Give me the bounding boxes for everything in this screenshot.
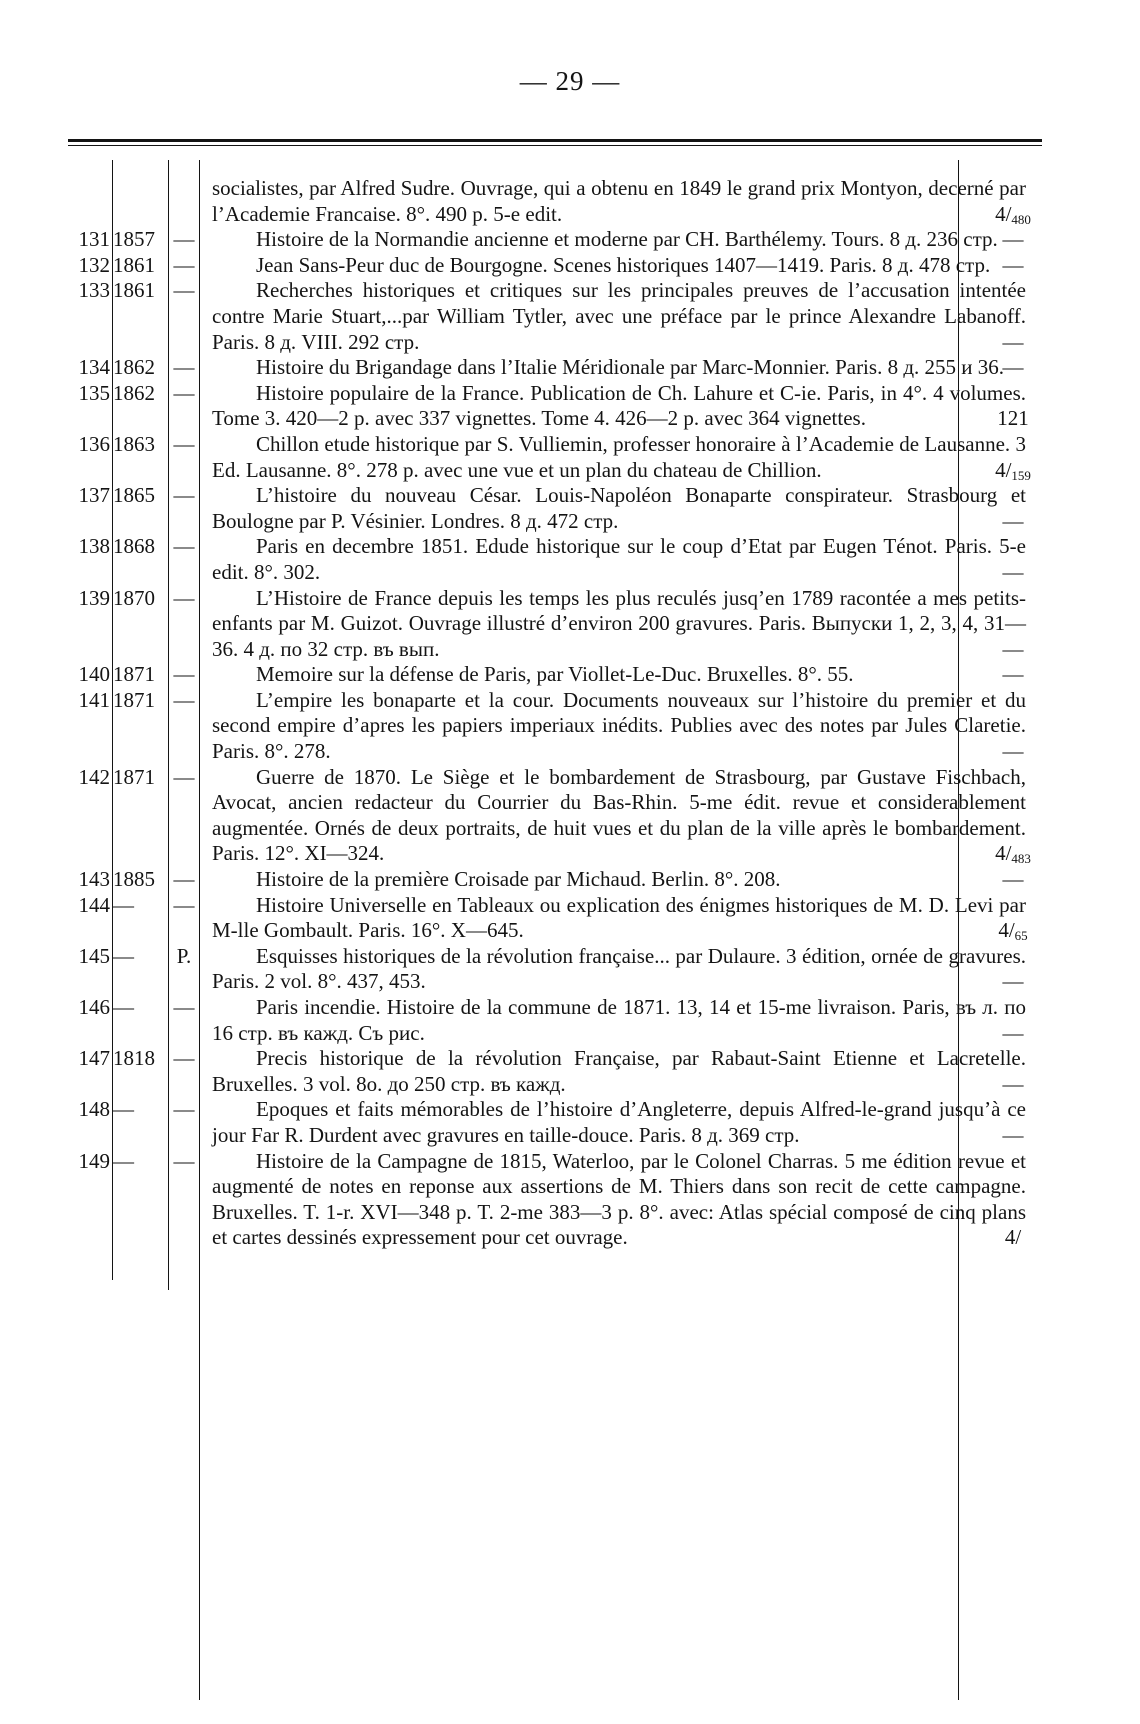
entry-year: 1865	[113, 483, 155, 508]
price-main: 4/	[995, 841, 1012, 866]
entry-year: 1862	[113, 355, 155, 380]
catalog-entry	[68, 1097, 1048, 1148]
catalog-entry	[68, 995, 1048, 1046]
catalog-entry	[68, 765, 1048, 867]
entry-description: Jean Sans-Peur duc de Bourgogne. Scenes historiques 1407—1419. Paris. 8 д. 478 стр.	[256, 252, 991, 277]
catalog-entry	[68, 867, 1048, 893]
price-main: 4/	[995, 457, 1012, 482]
entry-description: Paris incendie. Histoire de la commune de 1871. 13, 14 et 15-me livraison. Paris, въ л. по 16 стр. въ кажд. Съ рис.	[212, 995, 1026, 1045]
catalog-table	[68, 176, 1048, 1251]
entry-year: 1862	[113, 380, 155, 405]
price-main: 4/	[998, 918, 1015, 943]
entry-mark: P.	[176, 943, 192, 968]
catalog-entry	[68, 227, 1048, 253]
entry-number: 144	[78, 892, 110, 917]
entry-description: Histoire de la Campagne de 1815, Waterloo, par le Colonel Charras. 5 me édition revue et augmenté de notes en reponse aux assertions de M. Thiers dans son recit de cette campagne. Bruxelles. T. 1-r. XVI—348 p. T. 2-me 383—3 p. 8°. avec: Atlas spécial composé de cinq plans et cartes dessinés expressement pour cet ouvrage.	[212, 1148, 1026, 1250]
entry-year: 1861	[113, 252, 155, 277]
price-main: —	[1002, 252, 1024, 277]
catalog-entry	[68, 534, 1048, 585]
entry-year: —	[113, 1097, 134, 1122]
entry-number: 141	[78, 687, 110, 712]
price-main: —	[1002, 1071, 1024, 1096]
entry-mark: —	[173, 355, 195, 380]
header-rule-thin	[68, 145, 1042, 146]
entry-number: 139	[78, 585, 110, 610]
entry-number: 133	[78, 278, 110, 303]
entry-year: 1818	[113, 1046, 155, 1071]
entry-mark: —	[173, 278, 195, 303]
entry-number: 137	[78, 483, 110, 508]
price-main: 121	[997, 406, 1029, 431]
entry-year: 1870	[113, 585, 155, 610]
entry-description: L’empire les bonaparte et la cour. Documents nouveaux sur l’histoire du premier et du second empire d’apres les papiers imperiaux inédits. Publies avec des notes par Jules Claretie. Paris. 8°. 278.	[212, 687, 1026, 764]
price-subscript: 159	[1011, 467, 1031, 483]
entry-description: Histoire de la première Croisade par Michaud. Berlin. 8°. 208.	[256, 867, 781, 892]
entry-year: 1863	[113, 431, 155, 456]
entry-year: 1868	[113, 534, 155, 559]
price-main: —	[1002, 1020, 1024, 1045]
catalog-entry	[68, 483, 1048, 534]
catalog-entry	[68, 1149, 1048, 1251]
entry-description: Esquisses historiques de la révolution française... par Dulaure. 3 édition, ornée de gravures. Paris. 2 vol. 8°. 437, 453.	[212, 943, 1026, 994]
price-main: —	[1002, 636, 1024, 661]
page-number: — 29 —	[519, 66, 621, 96]
entry-year: 1857	[113, 227, 155, 252]
entry-mark: —	[173, 662, 195, 687]
entry-mark: —	[173, 1148, 195, 1173]
entry-mark: —	[173, 764, 195, 789]
catalog-entry	[68, 432, 1048, 483]
entry-year: 1861	[113, 278, 155, 303]
entry-description: Precis historique de la révolution Française, par Rabaut-Saint Etienne et Lacretelle. Bruxelles. 3 vol. 8o. до 250 стр. въ кажд.	[212, 1046, 1026, 1096]
price-subscript: 483	[1011, 851, 1031, 867]
entry-mark: —	[173, 431, 195, 456]
catalog-entry	[68, 176, 1048, 227]
entry-description: L’histoire du nouveau César. Louis-Napoléon Bonaparte conspirateur. Strasbourg et Boulogne par P. Vésinier. Londres. 8 д. 472 стр.	[212, 483, 1026, 533]
entry-mark: —	[173, 867, 195, 892]
entry-mark: —	[173, 585, 195, 610]
entry-number: 142	[78, 764, 110, 789]
entry-mark: —	[173, 483, 195, 508]
entry-year: —	[113, 943, 134, 968]
price-subscript: 65	[1014, 928, 1028, 944]
entry-number: 134	[78, 355, 110, 380]
price-main: —	[1002, 227, 1024, 252]
price-main: —	[1002, 739, 1024, 764]
entry-number: 149	[78, 1148, 110, 1173]
entry-mark: —	[173, 380, 195, 405]
entry-number: 146	[78, 995, 110, 1019]
entry-year: —	[113, 892, 134, 917]
entry-number: 145	[78, 943, 110, 968]
price-main: —	[1002, 1122, 1024, 1147]
entry-description: Paris en decembre 1851. Edude historique sur le coup d’Etat par Eugen Ténot. Paris. 5-e edit. 8°. 302.	[212, 534, 1026, 584]
entry-description: Guerre de 1870. Le Siège et le bombardement de Strasbourg, par Gustave Fischbach, Avocat, ancien redacteur du Courrier du Bas-Rhin. 5-me édit. revue et considerablement augmentée. Ornés de deux portraits, de huit vues et du plan de la ville après le bombardement. Paris. 12°. XI—324.	[212, 764, 1026, 866]
entry-mark: —	[173, 252, 195, 277]
entry-description: Histoire de la Normandie ancienne et moderne par CH. Barthélemy. Tours. 8 д. 236 стр.	[256, 227, 998, 252]
entry-number: 131	[78, 227, 110, 252]
entry-price	[978, 1225, 1048, 1256]
catalog-entry	[68, 1046, 1048, 1097]
catalog-entry	[68, 893, 1048, 944]
price-main: —	[1002, 559, 1024, 584]
price-main: 4/	[1004, 1225, 1022, 1250]
catalog-entry	[68, 586, 1048, 663]
entry-description: Histoire populaire de la France. Publication de Ch. Lahure et C-ie. Paris, in 4°. 4 volumes. Tome 3. 420—2 p. avec 337 vignettes. Tome 4. 426—2 p. avec 364 vignettes.	[212, 380, 1026, 431]
entry-number: 132	[78, 252, 110, 277]
price-main: 4/	[995, 201, 1012, 226]
catalog-entry	[68, 688, 1048, 765]
entry-description: Recherches historiques et critiques sur les principales preuves de l’accusation intentée contre Marie Stuart,...par William Tytler, avec une préface par le prince Alexandre Labanoff. Paris. 8 д. VIII. 292 стр.	[212, 278, 1026, 354]
entry-number: 143	[78, 867, 110, 892]
catalog-entry	[68, 253, 1048, 279]
price-main: —	[1002, 329, 1024, 354]
entry-description: Histoire du Brigandage dans l’Italie Méridionale par Marc-Monnier. Paris. 8 д. 255 и 36.	[256, 355, 1004, 380]
entry-year: —	[113, 995, 134, 1019]
entry-description: socialistes, par Alfred Sudre. Ouvrage, qui a obtenu en 1849 le grand prix Montyon, decerné par l’Academie Francaise. 8°. 490 p. 5-e edit.	[212, 176, 1026, 226]
entry-year: 1885	[113, 867, 155, 892]
price-main: —	[1002, 662, 1024, 687]
entry-number: 147	[78, 1046, 110, 1071]
entry-year: 1871	[113, 764, 155, 789]
entry-year: 1871	[113, 687, 155, 712]
price-main: —	[1002, 867, 1024, 892]
catalog-entry	[68, 944, 1048, 995]
catalog-entry	[68, 355, 1048, 381]
entry-description: Chillon etude historique par S. Vulliemin, professer honoraire à l’Academie de Lausanne. 3 Ed. Lausanne. 8°. 278 p. avec une vue et un plan du chateau de Chillion.	[212, 431, 1026, 482]
entry-year: 1871	[113, 662, 155, 687]
entry-number: 140	[78, 662, 110, 687]
header-rule-thick	[68, 139, 1042, 142]
catalog-entry	[68, 381, 1048, 432]
entry-mark: —	[173, 534, 195, 559]
entry-mark: —	[173, 1097, 195, 1122]
entry-number: 135	[78, 380, 110, 405]
entry-description: L’Histoire de France depuis les temps les plus reculés jusq’en 1789 racontée a mes petits-enfants par M. Guizot. Ouvrage illustré d’environ 200 gravures. Paris. Выпуски 1, 2, 3, 4, 31—36. 4 д. по 32 стр. въ вып.	[212, 585, 1026, 661]
entry-number: 148	[78, 1097, 110, 1122]
entry-mark: —	[173, 227, 195, 252]
entry-number: 138	[78, 534, 110, 559]
price-main: —	[1002, 355, 1024, 380]
entry-mark: —	[173, 892, 195, 917]
catalog-entry	[68, 662, 1048, 688]
price-subscript: 480	[1011, 211, 1031, 227]
catalog-entry	[68, 278, 1048, 355]
entry-mark: —	[173, 1046, 195, 1071]
price-main: —	[1002, 508, 1024, 533]
price-main: —	[1002, 969, 1024, 994]
entry-description: Memoire sur la défense de Paris, par Viollet-Le-Duc. Bruxelles. 8°. 55.	[256, 662, 854, 687]
entry-mark: —	[173, 687, 195, 712]
entry-year: —	[113, 1148, 134, 1173]
entry-mark: —	[173, 995, 195, 1019]
entry-description: Histoire Universelle en Tableaux ou explication des énigmes historiques de M. D. Levi par M-lle Gombault. Paris. 16°. X—645.	[212, 892, 1026, 943]
entry-description: Epoques et faits mémorables de l’histoire d’Angleterre, depuis Alfred-le-grand jusqu’à ce jour Far R. Durdent avec gravures en taille-douce. Paris. 8 д. 369 стр.	[212, 1097, 1026, 1147]
entry-number: 136	[78, 431, 110, 456]
